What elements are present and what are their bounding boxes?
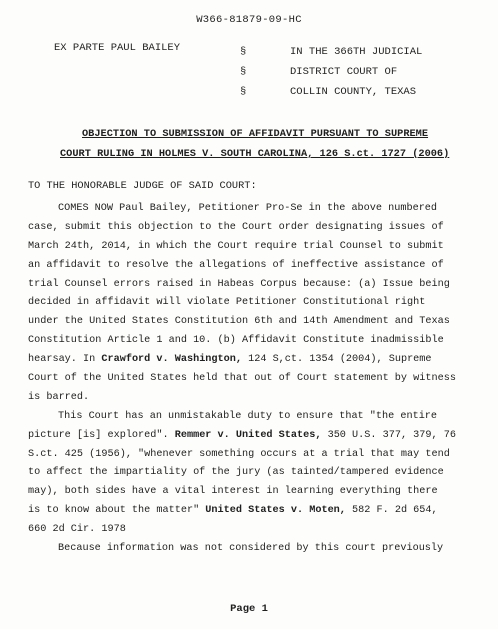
section-mark: § [240, 66, 247, 78]
court-line: DISTRICT COURT OF [290, 66, 398, 78]
document-title [60, 124, 450, 164]
body-line [28, 427, 478, 446]
body-line: This Court has an unmistakable duty to ensure that "the entire [58, 410, 438, 422]
body-line: an affidavit to resolve the allegations of ineffective assistance of [28, 259, 444, 271]
document-body [28, 200, 478, 559]
body-line: Constitution Article 1 and 10. (b) Affidavit Constitute inadmissible [28, 335, 444, 347]
body-text: 350 U.S. 377, 379, 76 [321, 429, 456, 441]
salutation: TO THE HONORABLE JUDGE OF SAID COURT: [28, 180, 257, 192]
title-line-1: OBJECTION TO SUBMISSION OF AFFIDAVIT PURSUANT TO SUPREME [82, 128, 429, 140]
body-line [28, 351, 478, 370]
body-text: hearsay. In [28, 354, 102, 366]
body-line: to affect the impartiality of the jury (as tainted/tampered evidence [28, 467, 444, 479]
body-text: picture [is] explored". [28, 429, 175, 441]
body-text: is to know about the matter" [28, 505, 206, 517]
body-line [28, 502, 478, 521]
body-line: decided in affidavit will violate Petitioner Constitutional right [28, 297, 426, 309]
body-line: case, submit this objection to the Court order designating issues of [28, 221, 444, 233]
case-citation: Remmer v. United States, [174, 429, 322, 441]
title-line-2: COURT RULING IN HOLMES V. SOUTH CAROLINA, 126 S.ct. 1727 (2006) [60, 148, 450, 160]
case-citation: Crawford v. Washington, [101, 354, 242, 366]
body-text: 124 S,ct. 1354 (2004), Supreme [242, 354, 432, 366]
body-line: COMES NOW Paul Bailey, Petitioner Pro-Se in the above numbered [58, 203, 438, 214]
body-line: 660 2d Cir. 1978 [28, 524, 126, 536]
body-line: may), both sides have a vital interest in learning everything there [28, 486, 438, 498]
court-caption [290, 42, 422, 102]
body-line: under the United States Constitution 6th and 14th Amendment and Texas [28, 316, 450, 328]
body-line: March 24th, 2014, in which the Court require trial Counsel to submit [28, 240, 444, 252]
page-number: Page 1 [230, 603, 268, 615]
body-line: S.ct. 425 (1956), "whenever something occurs at a trial that may tend [28, 448, 450, 460]
section-mark: § [240, 86, 247, 98]
case-number: W366-81879-09-HC [196, 14, 302, 26]
body-text: 582 F. 2d 654, [345, 505, 438, 517]
body-line: is barred. [28, 391, 90, 403]
section-mark: § [240, 46, 247, 58]
case-citation: United States v. Moten, [205, 505, 346, 517]
body-line: Court of the United States held that out of Court statement by witness [28, 373, 456, 385]
court-line: COLLIN COUNTY, TEXAS [290, 86, 417, 98]
body-line: Because information was not considered by this court previously [58, 543, 444, 555]
section-marks [240, 42, 246, 102]
body-line: trial Counsel errors raised in Habeas Corpus because: (a) Issue being [28, 278, 450, 290]
court-line: IN THE 366TH JUDICIAL [290, 46, 423, 58]
ex-parte-caption: EX PARTE PAUL BAILEY [54, 42, 181, 54]
